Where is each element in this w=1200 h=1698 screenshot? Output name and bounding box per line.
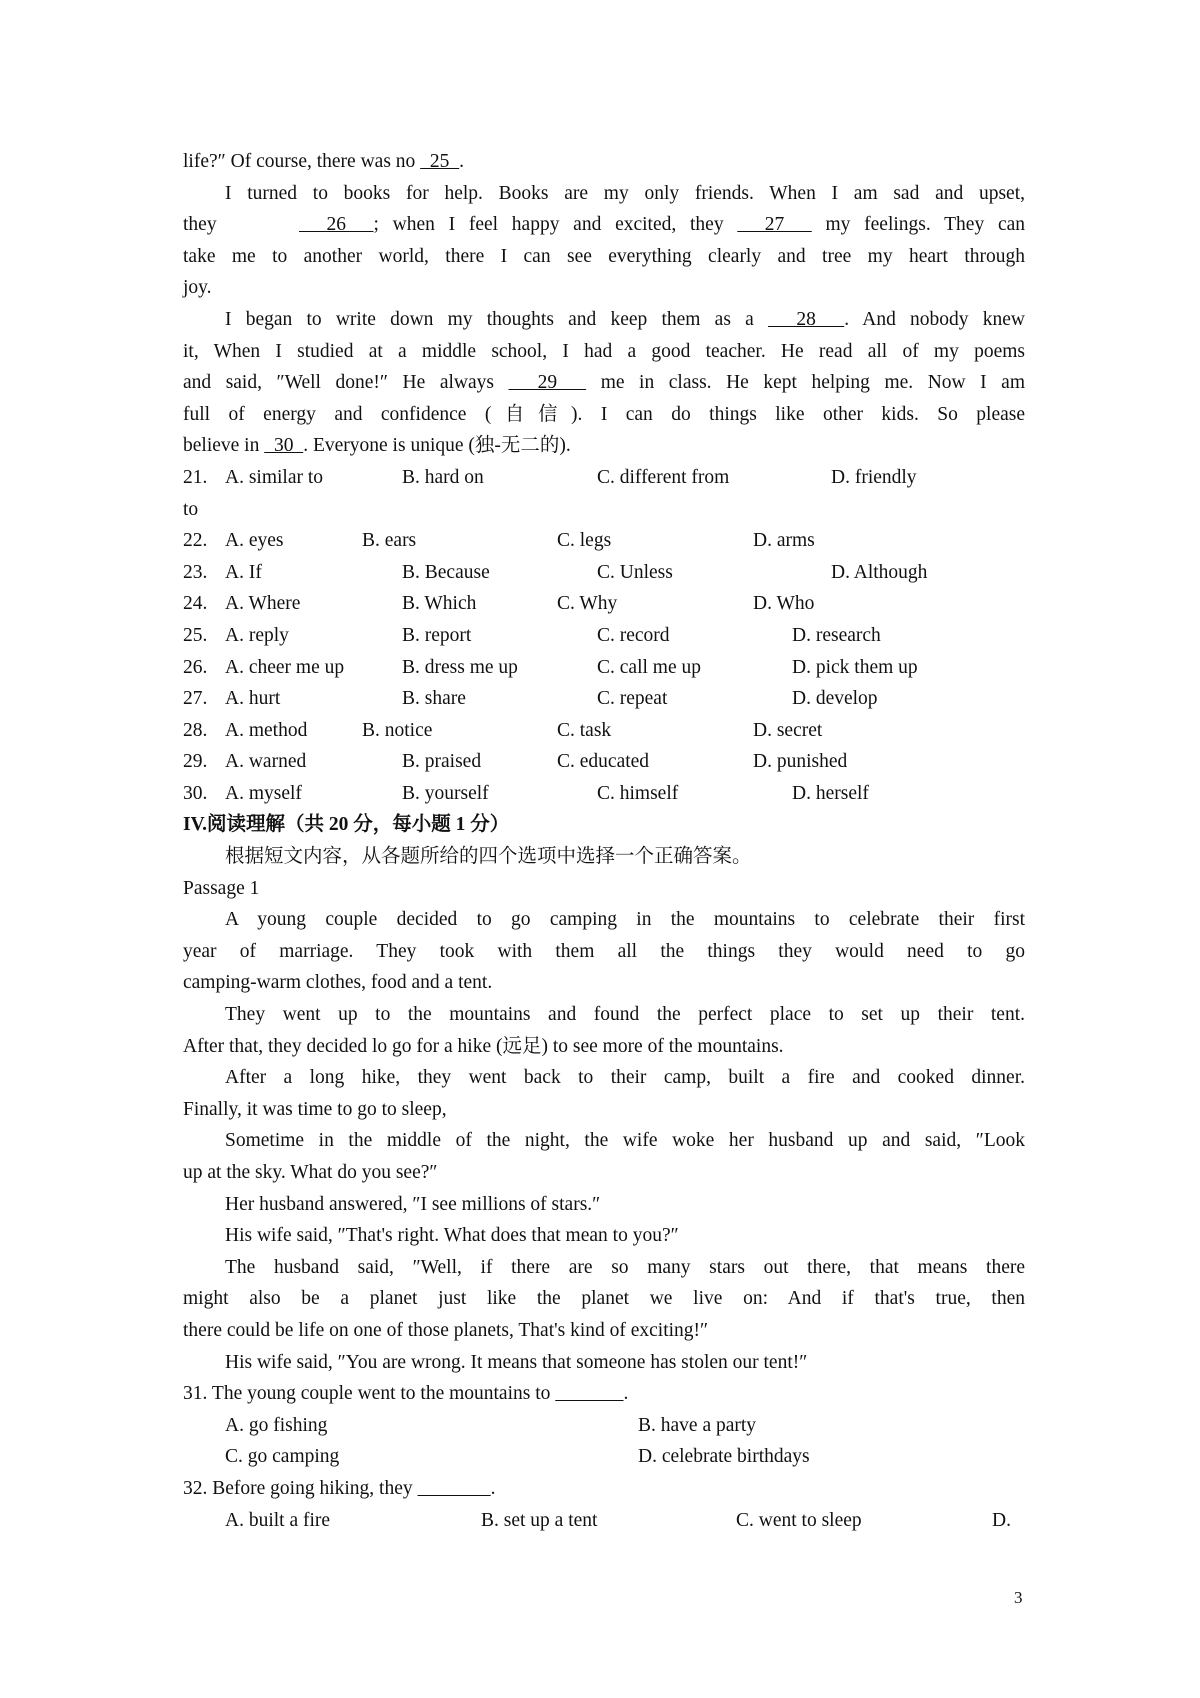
passage-line (183, 1347, 1025, 1379)
question-number: 21. (183, 466, 208, 488)
answer-option[interactable]: C. educated (557, 751, 650, 773)
answer-option[interactable]: B. ears (362, 530, 417, 552)
passage-line (183, 1189, 1025, 1221)
passage-line (183, 399, 1025, 431)
answer-option[interactable]: A. warned (225, 751, 307, 773)
passage-line (183, 272, 1025, 304)
passage-line (183, 1125, 1025, 1157)
answer-blank: 27 (737, 214, 812, 236)
text-run: The husband said, ″Well, if there are so many stars out there, that means there (225, 1256, 1025, 1278)
answer-option[interactable]: C. went to sleep (736, 1509, 862, 1531)
answer-option[interactable]: A. cheer me up (225, 656, 345, 678)
answer-option[interactable]: A. Where (225, 593, 301, 615)
passage-line (183, 336, 1025, 368)
text-run: I turned to books for help. Books are my only friends. When I am sad and upset, (225, 182, 1025, 204)
passage-line (183, 1220, 1025, 1252)
text-run: A young couple decided to go camping in the mountains to celebrate their first (225, 909, 1025, 931)
answer-option[interactable]: C. Unless (597, 561, 673, 583)
question-row (183, 652, 1025, 684)
answer-option[interactable]: C. task (557, 719, 612, 741)
passage-line (183, 430, 1025, 462)
passage-line (183, 967, 1025, 999)
answer-option[interactable]: B. have a party (638, 1414, 757, 1436)
question-number: 28. (183, 719, 208, 741)
answer-option[interactable]: C. call me up (597, 656, 701, 678)
page-number: 3 (1014, 1588, 1023, 1607)
answer-option[interactable]: A. reply (225, 624, 289, 646)
answer-option[interactable]: D. research (792, 624, 881, 646)
answer-option[interactable]: C. go camping (225, 1446, 340, 1468)
passage-line (183, 904, 1025, 936)
answer-option[interactable]: B. share (402, 688, 466, 710)
text-run: After that, they decided lo go for a hike (远足) to see more of the mountains. (183, 1035, 784, 1057)
text-run: . (459, 151, 465, 172)
passage-line (183, 146, 1025, 178)
text-run: His wife said, ″You are wrong. It means that someone has stolen our tent!″ (225, 1351, 808, 1373)
passage-line (183, 304, 1025, 336)
option-row (183, 1505, 1025, 1537)
text-run: joy. (183, 277, 212, 299)
text-run: me in class. He kept helping me. Now I am (586, 372, 1025, 394)
answer-option[interactable]: D. (992, 1509, 1011, 1531)
answer-option[interactable]: D. friendly (831, 466, 917, 488)
text-run: up at the sky. What do you see?″ (183, 1162, 438, 1183)
passage-line (183, 999, 1025, 1031)
answer-option[interactable]: B. report (402, 624, 472, 646)
question-text: The young couple went to the mountains to (211, 1383, 556, 1405)
passage-line (183, 1031, 1025, 1063)
answer-option[interactable]: A. similar to (225, 466, 324, 488)
passage-line (183, 1094, 1025, 1126)
answer-option[interactable]: C. record (597, 624, 670, 646)
answer-option[interactable]: C. repeat (597, 688, 668, 710)
punctuation: . (490, 1477, 496, 1499)
question-row (183, 715, 1025, 747)
answer-option[interactable]: B. yourself (402, 782, 489, 804)
passage-title: Passage 1 (183, 877, 260, 899)
text-run: year of marriage. They took with them all the things they would need to go (183, 940, 1025, 962)
question-number: 32. (183, 1477, 208, 1499)
answer-option[interactable]: D. develop (792, 688, 878, 710)
answer-option[interactable]: A. If (225, 561, 262, 583)
answer-option[interactable]: A. method (225, 719, 308, 741)
text-run: my feelings. They can (811, 214, 1025, 236)
question-row (183, 620, 1025, 652)
answer-option[interactable]: A. go fishing (225, 1414, 328, 1436)
text-run: full of energy and confidence (自信). I can do things like other kids. So please (183, 403, 1025, 425)
text-run: After a long hike, they went back to their camp, built a fire and cooked dinner. (225, 1067, 1025, 1089)
text-run: believe in (183, 435, 265, 457)
question-row-wrap (183, 494, 1025, 526)
question-stem (183, 1473, 1025, 1505)
question-row (183, 557, 1025, 589)
question-row (183, 746, 1025, 778)
text-run: . Everyone is unique (独-无二的). (303, 435, 571, 457)
punctuation: . (623, 1383, 629, 1405)
question-stem (183, 1378, 1025, 1410)
text-run: ; when I feel happy and excited, they (373, 214, 738, 236)
question-number: 30. (183, 782, 208, 804)
answer-option[interactable]: C. Why (557, 593, 618, 615)
section-heading: IV.阅读理解（共 20 分，每小题 1 分） (183, 814, 510, 836)
answer-option[interactable]: D. pick them up (792, 656, 918, 678)
answer-option[interactable]: D. Although (831, 561, 928, 583)
answer-option[interactable]: A. myself (225, 782, 302, 804)
question-row (183, 778, 1025, 810)
answer-option[interactable]: D. arms (753, 530, 815, 552)
question-text: Before going hiking, they (212, 1477, 418, 1499)
answer-option[interactable]: B. Because (402, 561, 490, 583)
answer-option[interactable]: B. notice (362, 719, 433, 741)
question-row (183, 525, 1025, 557)
question-row (183, 462, 1025, 494)
passage-line (183, 209, 1025, 241)
answer-blank: 30 (264, 435, 304, 457)
question-number: 29. (183, 751, 208, 773)
answer-option[interactable]: A. built a fire (225, 1509, 331, 1531)
text-run: take me to another world, there I can see everything clearly and tree my heart through (183, 245, 1025, 267)
text-run: they (183, 214, 300, 236)
text-run: Finally, it was time to go to sleep, (183, 1098, 447, 1120)
answer-option[interactable]: A. hurt (225, 688, 281, 710)
text-run: it, When I studied at a middle school, I had a good teacher. He read all of my poems (183, 340, 1025, 362)
answer-option[interactable]: B. dress me up (402, 656, 518, 678)
answer-option[interactable]: C. himself (597, 782, 679, 804)
passage-line (183, 241, 1025, 273)
section-instruction: 根据短文内容，从各题所给的四个选项中选择一个正确答案。 (225, 846, 752, 868)
answer-blank (555, 1383, 623, 1404)
answer-option[interactable]: D. punished (753, 751, 848, 773)
answer-option[interactable]: C. different from (597, 466, 730, 488)
question-row (183, 588, 1025, 620)
question-row (183, 683, 1025, 715)
answer-option[interactable]: A. eyes (225, 530, 284, 552)
answer-option[interactable]: C. legs (557, 530, 612, 552)
answer-option[interactable]: D. celebrate birthdays (638, 1446, 810, 1468)
passage-line (183, 1062, 1025, 1094)
text-run: Sometime in the middle of the night, the wife woke her husband up and said, ″Look (225, 1130, 1025, 1152)
answer-blank: 25 (420, 151, 460, 172)
answer-blank: 26 (299, 214, 374, 236)
text-run: His wife said, ″That's right. What does that mean to you?″ (225, 1225, 679, 1247)
passage-line (183, 1283, 1025, 1315)
text-run: camping-warm clothes, food and a tent. (183, 972, 493, 994)
question-number: 31. (183, 1383, 208, 1405)
document-body (183, 146, 1025, 1536)
text-run: I began to write down my thoughts and keep them as a (225, 308, 768, 330)
text-run: . And nobody knew (844, 308, 1025, 330)
text-run: life?″ Of course, there was no (183, 151, 421, 172)
answer-option[interactable]: D. herself (792, 782, 869, 804)
passage-line (183, 1157, 1025, 1189)
text-run: might also be a planet just like the planet we live on: And if that's true, then (183, 1288, 1025, 1310)
answer-blank: 28 (767, 308, 845, 330)
question-number: 23. (183, 561, 208, 583)
answer-option[interactable]: D. Who (753, 593, 815, 615)
passage-line (183, 936, 1025, 968)
answer-option[interactable]: B. hard on (402, 466, 484, 488)
answer-option[interactable]: D. secret (753, 719, 823, 741)
text-run: there could be life on one of those planets, That's kind of exciting!″ (183, 1319, 709, 1341)
option-row (183, 1410, 1025, 1442)
passage-line (183, 367, 1025, 399)
text-run: and said, ″Well done!″ He always (183, 372, 509, 394)
text-run: Her husband answered, ″I see millions of stars.″ (225, 1193, 601, 1215)
text-run: They went up to the mountains and found the perfect place to set up their tent. (225, 1004, 1025, 1026)
answer-option[interactable]: B. praised (402, 751, 482, 773)
answer-blank: 29 (508, 372, 587, 394)
question-number: 25. (183, 624, 208, 646)
answer-option[interactable]: B. Which (402, 593, 477, 615)
passage-line (183, 1252, 1025, 1284)
answer-option[interactable]: B. set up a tent (481, 1509, 598, 1531)
passage-line (183, 178, 1025, 210)
passage-line (183, 1315, 1025, 1347)
question-number: 22. (183, 530, 208, 552)
option-continuation: to (183, 498, 199, 520)
question-number: 27. (183, 688, 208, 710)
option-row (183, 1441, 1025, 1473)
question-number: 26. (183, 656, 208, 678)
answer-blank (418, 1478, 491, 1499)
question-number: 24. (183, 593, 208, 615)
